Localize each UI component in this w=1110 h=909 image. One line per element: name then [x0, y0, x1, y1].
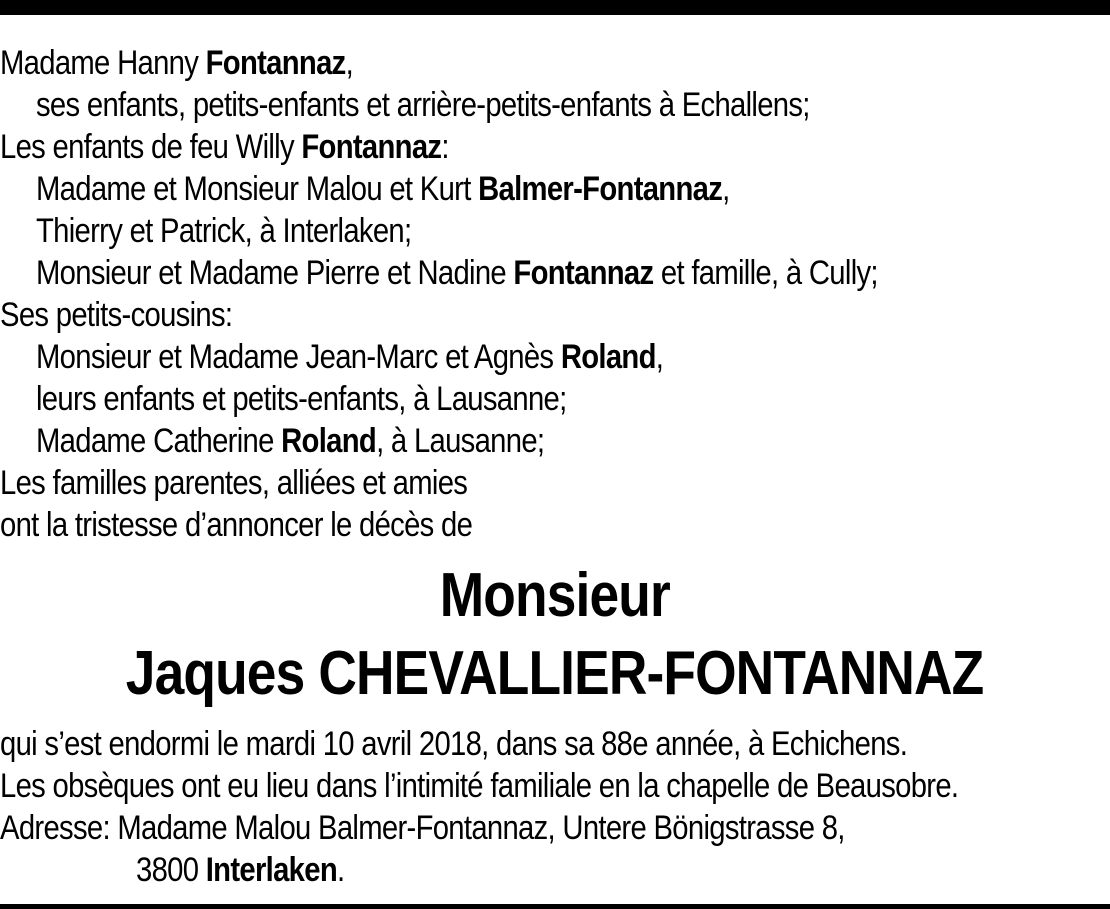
text-segment: , [655, 338, 664, 376]
family-line-relatives: Les familles parentes, alliées et amies [0, 464, 468, 502]
address-line: Adresse: Madame Malou Balmer-Fontannaz, Untere Bönigstrasse 8, [0, 809, 845, 847]
family-line-balmer [36, 168, 730, 210]
text-segment: : [441, 128, 449, 166]
funeral-details-line: Les obsèques ont eu lieu dans l’intimité familiale en la chapelle de Beausobre. [0, 767, 959, 805]
text-segment: Monsieur et Madame Jean-Marc et Agnès [36, 338, 561, 376]
text-segment: , à Lausanne; [376, 422, 545, 460]
family-name-bold: Roland [281, 422, 377, 460]
deceased-title-text: Monsieur [439, 561, 671, 630]
deceased-name-text: Jaques CHEVALLIER-FONTANNAZ [126, 639, 984, 708]
address-city-line [136, 849, 344, 891]
text-segment: Madame et Monsieur Malou et Kurt [36, 170, 479, 208]
family-name-bold: Fontannaz [513, 254, 654, 292]
city-name-bold: Interlaken [205, 851, 337, 889]
text-segment: . [336, 851, 345, 889]
family-line-thierry-patrick: Thierry et Patrick, à Interlaken; [36, 212, 412, 250]
text-segment: Monsieur et Madame Pierre et Nadine [36, 254, 514, 292]
family-name-bold: Fontannaz [205, 44, 346, 82]
text-segment: , [345, 44, 354, 82]
announcement-line: ont la tristesse d’annoncer le décès de [0, 506, 473, 544]
text-segment: Madame Hanny [0, 44, 206, 82]
text-segment: Madame Catherine [36, 422, 282, 460]
family-line-hanny [0, 42, 353, 84]
family-line-willy-children [0, 126, 449, 168]
family-name-bold: Balmer-Fontannaz [478, 170, 723, 208]
family-line-hanny-descendants: ses enfants, petits-enfants et arrière-petits-enfants à Echallens; [36, 86, 810, 124]
death-details-line: qui s’est endormi le mardi 10 avril 2018, dans sa 88e année, à Echichens. [0, 725, 908, 763]
family-line-roland-descendants: leurs enfants et petits-enfants, à Lausanne; [36, 380, 567, 418]
text-segment: , [722, 170, 730, 208]
text-segment: 3800 [136, 851, 206, 889]
family-line-jean-marc-agnes [36, 336, 663, 378]
deceased-title [0, 559, 1110, 633]
deceased-name [0, 637, 1110, 711]
family-name-bold: Roland [560, 338, 656, 376]
family-line-cousins-heading: Ses petits-cousins: [0, 296, 233, 334]
bottom-rule [0, 904, 1110, 909]
family-line-pierre-nadine [36, 252, 878, 294]
text-segment: Les enfants de feu Willy [0, 128, 302, 166]
top-rule [0, 0, 1110, 15]
family-line-catherine [36, 420, 544, 462]
family-name-bold: Fontannaz [301, 128, 442, 166]
text-segment: et famille, à Cully; [653, 254, 878, 292]
